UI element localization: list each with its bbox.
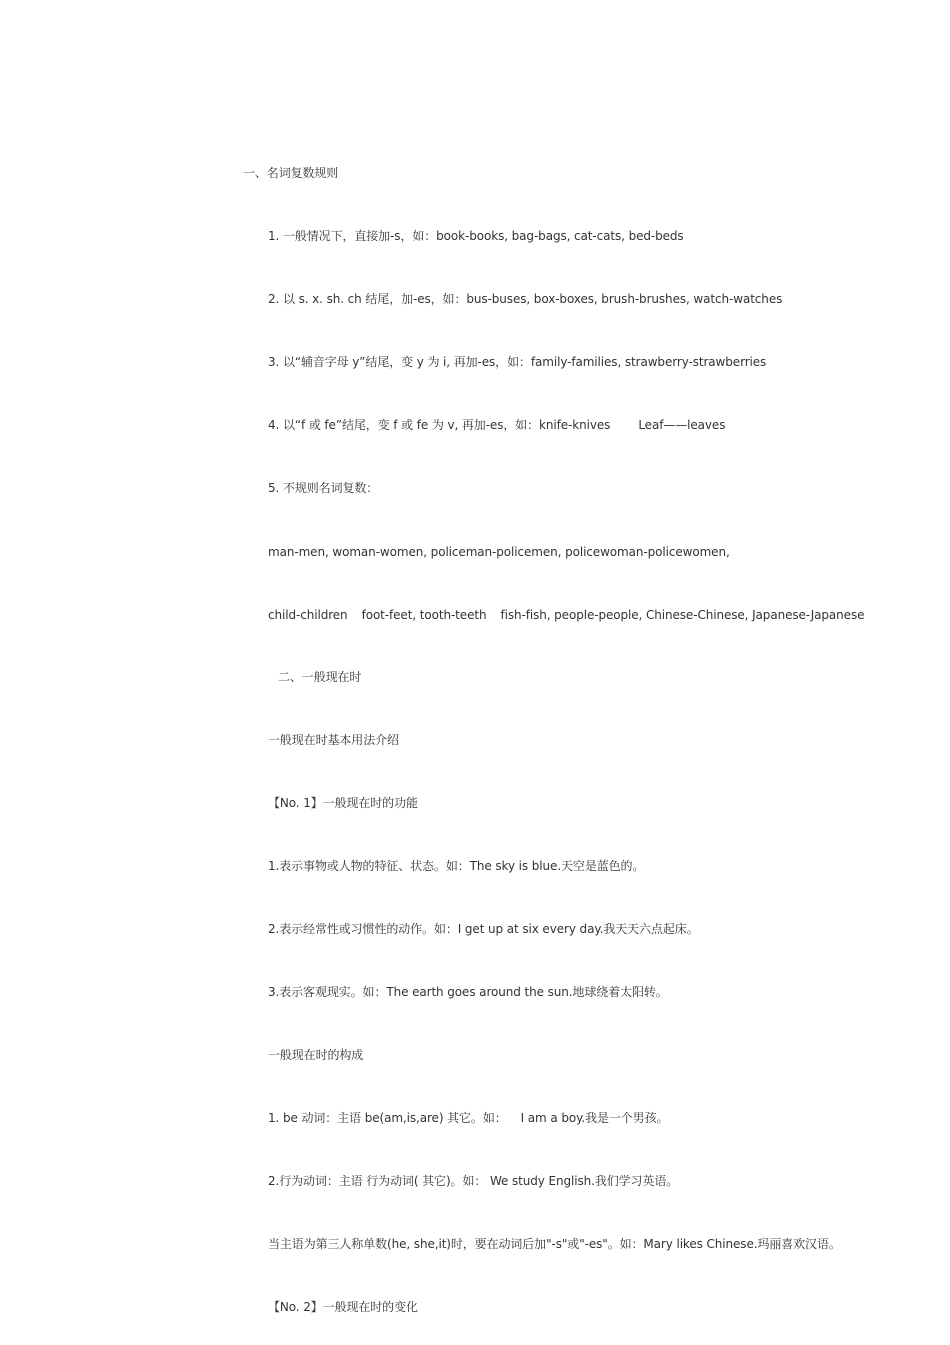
irregular-plural-line-2 <box>268 607 864 623</box>
rule-3: 3. 以“辅音字母 y”结尾，变 y 为 i, 再加-es，如：family-families, strawberry-strawberries <box>268 355 767 369</box>
irregular-foot-tooth: foot-feet, tooth-teeth <box>361 608 487 622</box>
rule-4-example: Leaf——leaves <box>638 418 726 432</box>
irregular-fish-people: fish-fish, people-people, Chinese-Chinese, Japanese-Japanese <box>500 608 865 622</box>
structure-be-verb-text: 1. be 动词：主语 be(am,is,are) 其它。如： <box>268 1111 507 1125</box>
function-2: 2.表示经常性或习惯性的动作。如：I get up at six every day.我天天六点起床。 <box>268 922 699 936</box>
no2-heading: 【No. 2】一般现在时的变化 <box>268 1300 418 1314</box>
irregular-plural-line-1: man-men, woman-women, policeman-policemen, policewoman-policewomen, <box>268 545 730 559</box>
third-person-rule: 当主语为第三人称单数(he, she,it)时，要在动词后加"-s"或"-es"。如：Mary likes Chinese.玛丽喜欢汉语。 <box>268 1237 841 1251</box>
section-title-noun-plural: 一、名词复数规则 <box>243 166 339 180</box>
irregular-child: child-children <box>268 608 348 622</box>
rule-2: 2. 以 s. x. sh. ch 结尾，加-es，如：bus-buses, box-boxes, brush-brushes, watch-watches <box>268 292 783 306</box>
function-3: 3.表示客观现实。如：The earth goes around the sun.地球绕着太阳转。 <box>268 985 668 999</box>
rule-5: 5. 不规则名词复数： <box>268 481 379 495</box>
section-title-simple-present: 二、一般现在时 <box>278 670 362 684</box>
rule-1: 1. 一般情况下，直接加-s，如：book-books, bag-bags, cat-cats, bed-beds <box>268 229 684 243</box>
no1-heading: 【No. 1】一般现在时的功能 <box>268 796 418 810</box>
structure-action-verb: 2.行为动词：主语 行为动词( 其它)。如： We study English.我们学习英语。 <box>268 1174 679 1188</box>
simple-present-intro: 一般现在时基本用法介绍 <box>268 733 399 747</box>
rule-4 <box>268 417 725 433</box>
structure-be-verb <box>268 1110 668 1126</box>
function-1: 1.表示事物或人物的特征、状态。如：The sky is blue.天空是蓝色的。 <box>268 859 645 873</box>
structure-heading: 一般现在时的构成 <box>268 1048 364 1062</box>
rule-4-text: 4. 以“f 或 fe”结尾，变 f 或 fe 为 v, 再加-es，如：knife-knives <box>268 418 611 432</box>
structure-be-verb-example: I am a boy.我是一个男孩。 <box>520 1111 669 1125</box>
